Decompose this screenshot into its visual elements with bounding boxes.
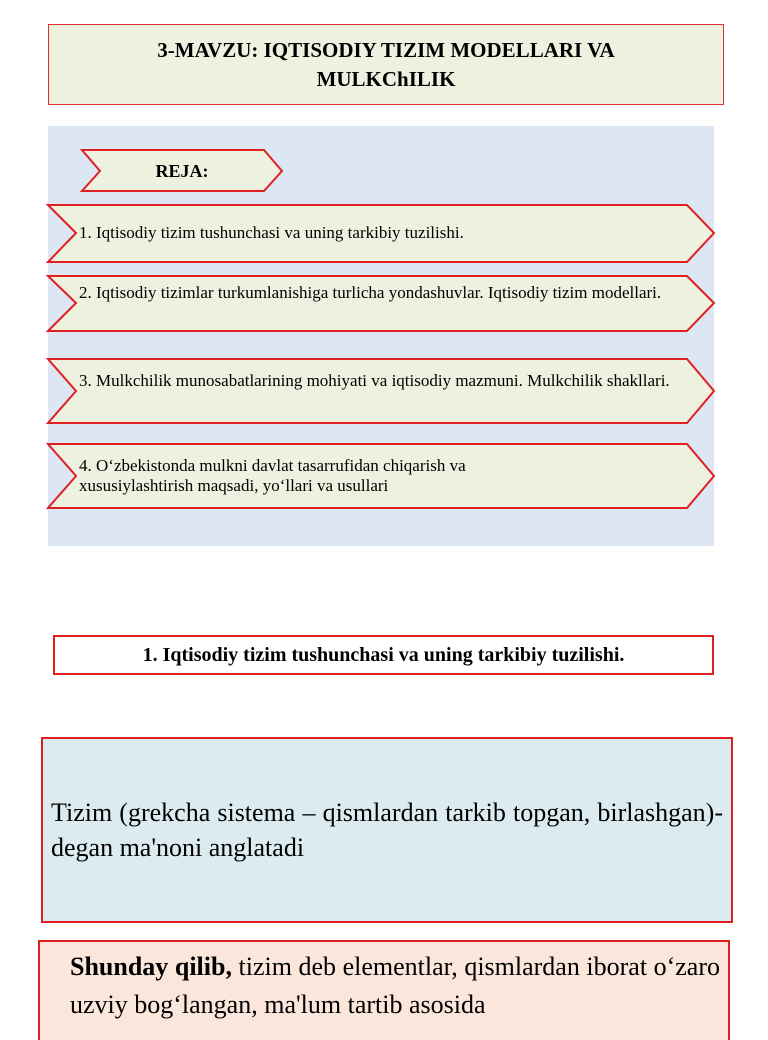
summary-box: [38, 940, 730, 1040]
reja-item-1: 1. Iqtisodiy tizim tushunchasi va uning tarkibiy tuzilishi.: [79, 223, 464, 242]
reja-item-arrow-3: [48, 359, 714, 423]
reja-label: REJA:: [155, 160, 209, 181]
title-line-2: MULKChILIK: [316, 66, 456, 91]
definition-box: [41, 737, 733, 923]
definition-text: Tizim (grekcha sistema – qismlardan tarkib topgan, birlashgan)-degan ma'noni anglatadi: [51, 798, 723, 862]
reja-item-4: [79, 456, 686, 496]
summary-lead: Shunday qilib,: [70, 952, 232, 981]
title-line-1: 3-MAVZU: IQTISODIY TIZIM MODELLARI VA: [157, 37, 615, 62]
reja-item-4-line-1: 4. O‘zbekistonda mulkni davlat tasarrufidan chiqarish va: [79, 456, 466, 475]
summary-text: tizim deb elementlar, qismlardan iborat o‘zaro uzviy bog‘langan, ma'lum tartib asosida: [70, 952, 721, 1019]
reja-item-4-line-2: xususiylashtirish maqsadi, yo‘llari va usullari: [79, 476, 389, 495]
summary-paragraph: [70, 948, 720, 1024]
reja-item-3: 3. Mulkchilik munosabatlarining mohiyati va iqtisodiy mazmuni. Mulkchilik shakllari.: [79, 371, 670, 390]
section-1-heading: 1. Iqtisodiy tizim tushunchasi va uning tarkibiy tuzilishi.: [53, 635, 714, 675]
reja-item-2: 2. Iqtisodiy tizimlar turkumlanishiga turlicha yondashuvlar. Iqtisodiy tizim modellari.: [79, 283, 662, 302]
